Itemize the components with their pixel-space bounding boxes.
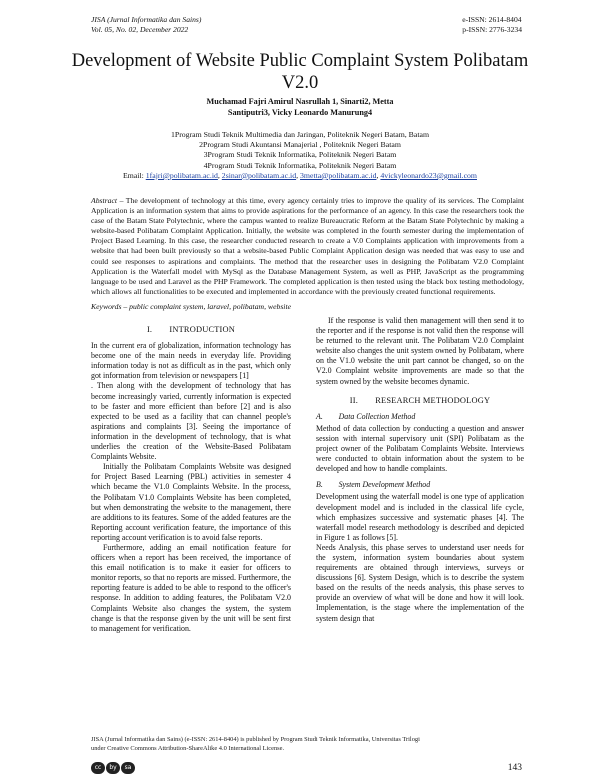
page-number: 143 (507, 763, 522, 773)
right-column (316, 316, 524, 624)
subsection-heading-system-development: B. System Development Method (316, 480, 431, 490)
abstract-label: Abstract (91, 196, 118, 205)
email-link-3[interactable]: 3metta@polibatam.ac.id (300, 170, 377, 180)
abstract-text: – The development of technology at this time, every agency certainly tries to improve the quality of its services. The Complaint Application is an information system that aims to provide aspirations for the performance of an agency. In this case the researchers took the case of the Batam State Polytechnic, where the campus wanted to realize Bureaucratic Reform at the Batam State Polytechnic by making a website-based Polibatam Complaint Application. Initially, the website was completed in the fourth semester during the implementation of Project Based Learning. In this case, the researcher conducted research to create a V.0 Complaints application with improvements from a website that had been built previously so that a website-based Public Complaint Application design was needed that was easy to use and could see responses to aspirations and complaints. The method that the researcher uses in designing the Polibatam V2.0 Complaint Application is the Waterfall model with MySql as the Database Management System, as well as PHP, JavaScript as the programming language to be used and Laravel as the PHP Framework. The completed application is then tested using the black box testing methodology, which allows all functionalities to be executed and implemented in accordance with the previously created functional requirements. (91, 196, 524, 296)
email-link-2[interactable]: 2sinar@polibatam.ac.id (221, 170, 297, 180)
email-label: Email: (123, 170, 146, 180)
intro-paragraph-2: . Then along with the development of technology that has become increasingly varied, currently information is expected to be faster and more efficient than before [2] and is also expected to be used as a facility that can channel people's aspirations and complaints [3]. Seeing the importance of information in the development of technology, that is what underlies the creation of the Website-Based Polibatam Complaints Website. (91, 381, 291, 462)
pissn: p-ISSN: 2776-3234 (462, 25, 522, 34)
by-icon: by (106, 762, 120, 774)
intro-paragraph-3: Initially the Polibatam Complaints Website was designed for Project Based Learning (PBL) activities in semester 4 which became the V1.0 Complaints Website. In the process, the Polibatam V1.0 Complaints Website has been completed, but when demonstrating the website to the management, there are additions to its features. Some of the added features are the Reporting account verification feature, the importance of this reporting account verification is to avoid false reports. (91, 462, 291, 542)
eissn: e-ISSN: 2614-8404 (462, 15, 522, 24)
intro-paragraph-4: Furthermore, adding an email notification feature for officers when a report has been received, the importance of this email notification is to make it easier for officers to monitor reports, so that no reports are missed. Furthermore, the reporting feature is added to be able to respond to the officer's response. In addition to adding features, the Polibatam V2.0 Complaints Website also changes the system, the system change is that the response given by the unit will be sent first to management for verification. (91, 542, 291, 633)
affiliations (95, 130, 505, 181)
license-footer (91, 736, 471, 753)
intro-paragraph-5: If the response is valid then management will then send it to the reporter and if the response is not valid then the response will be returned to the relevant unit. The Polibatam V2.0 Complaint website also changes the unit system owned by Polibatam, where on the V1.0 website the unit part cannot be changed, so on the V2.0 Complaint website improvements are made so that the system owned by the website becomes dynamic. (316, 316, 524, 386)
journal-volume: Vol. 05, No. 02, December 2022 (91, 25, 189, 34)
authors-line-1: Muchamad Fajri Amirul Nasrullah 1, Sinarti2, Metta (206, 97, 394, 106)
subsection-heading-data-collection: A. Data Collection Method (316, 411, 416, 421)
footer-line-1: JISA (Jurnal Informatika dan Sains) (e-ISSN: 2614-8404) is published by Program Studi Teknik Informatika, Universitas Trilogi (91, 736, 420, 743)
sa-icon: sa (121, 762, 135, 774)
email-link-1[interactable]: 1fajri@polibatam.ac.id (145, 170, 218, 180)
affiliation-3: 3Program Studi Teknik Informatika, Politeknik Negeri Batam (203, 150, 397, 160)
affiliation-4: 4Program Studi Teknik Informatika, Politeknik Negeri Batam (203, 160, 397, 170)
affiliation-1: 1Program Studi Teknik Multimedia dan Jaringan, Politeknik Negeri Batam, Batam (170, 130, 430, 139)
keywords: Keywords – public complaint system, laravel, polibatam, website (91, 302, 291, 311)
paper-title: Development of Website Public Complaint System Polibatam V2.0 (71, 51, 529, 93)
email-link-4[interactable]: 4vickyleonardo23@gmail.com (380, 170, 477, 180)
journal-header (91, 15, 201, 35)
left-column (91, 325, 291, 634)
authors-line-2: Santiputri3, Vicky Leonardo Manurung4 (227, 107, 373, 117)
system-development-paragraph-1: Development using the waterfall model is one type of application development model and is included in the classical life cycle, which emphasizes successive and systematic phases [4]. The waterfall model research methodology is described and depicted in Figure 1 as follows [5]. (316, 492, 524, 542)
data-collection-paragraph: Method of data collection by conducting a question and answer session with internal supervisory unit (SPI) Polibatam as the project owner of the Polibatam Complaints Website. Interviews were conducted to obtain information about the system to be developed and how to handle complaints. (316, 423, 524, 474)
section-heading-methodology: II. RESEARCH METHODOLOGY (349, 395, 491, 405)
email-line: Email: 1fajri@polibatam.ac.id, 2sinar@polibatam.ac.id, 3metta@polibatam.ac.id, 4vickyleonardo23@gmail.com (123, 170, 477, 180)
authors (95, 97, 505, 118)
cc-icon: cc (91, 762, 105, 774)
abstract (91, 196, 524, 297)
cc-license-badge (91, 762, 135, 774)
section-heading-introduction: I. INTRODUCTION (146, 325, 236, 334)
journal-name: JISA (Jurnal Informatika dan Sains) (91, 15, 202, 24)
intro-paragraph-1: In the current era of globalization, information technology has become one of the main needs in everyday life. Providing information today is not as difficult as in the past, which only got information from television or newspapers [1] (91, 341, 291, 381)
footer-line-2: under Creative Commons Attribution-ShareAlike 4.0 International License. (91, 744, 285, 752)
affiliation-2: 2Program Studi Akuntansi Manajerial , Politeknik Negeri Batam (199, 140, 401, 150)
system-development-paragraph-2: Needs Analysis, this phase serves to understand user needs for the system, information system boundaries about system requirements are obtained through interviews, surveys or discussions [6]. System Design, which is to describe the system based on the results of the needs analysis, this phase serves to provide an overview of what will be done and how it will look. Implementation, is the stage where the implementation of the system design that (316, 542, 524, 623)
issn-header (462, 15, 522, 35)
